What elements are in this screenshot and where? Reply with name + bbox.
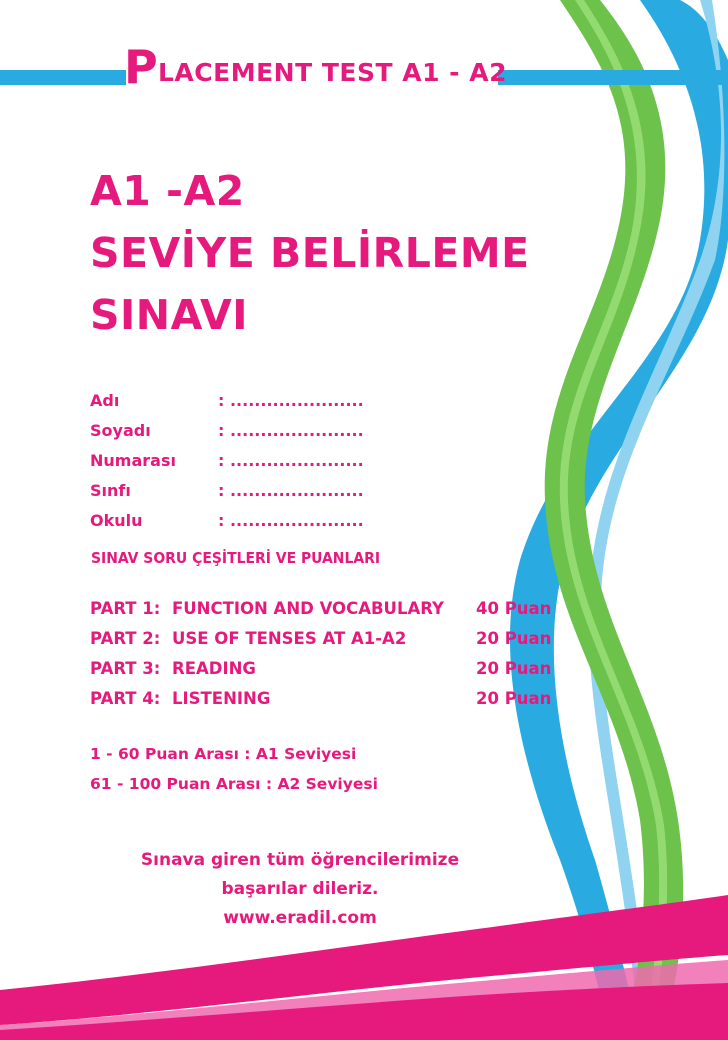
part-row (90, 594, 570, 624)
form-label: Soyadı (90, 421, 151, 440)
form-row-class (90, 476, 364, 506)
form-blank: : ...................... (218, 421, 364, 440)
form-row-name (90, 386, 364, 416)
header-initial: P (124, 40, 158, 94)
part-points: 20 Puan (476, 689, 552, 708)
part-row (90, 624, 570, 654)
part-points: 20 Puan (476, 629, 552, 648)
form-blank: : ...................... (218, 511, 364, 530)
part-name: READING (172, 659, 256, 678)
title-line-3: SINAVI (90, 291, 249, 339)
title-line-2: SEVİYE BELİRLEME (90, 229, 530, 277)
part-number: PART 4: (90, 689, 161, 708)
level-row-a1: 1 - 60 Puan Arası : A1 Seviyesi (90, 745, 357, 763)
part-points: 20 Puan (476, 659, 552, 678)
part-name: FUNCTION AND VOCABULARY (172, 599, 444, 618)
form-label: Sınfı (90, 481, 131, 500)
student-info-form (90, 386, 364, 536)
closing-message (90, 846, 510, 933)
parts-list (90, 594, 570, 714)
part-points: 40 Puan (476, 599, 552, 618)
header-title: LACEMENT TEST A1 - A2 (158, 58, 508, 87)
level-thresholds (90, 739, 378, 799)
part-number: PART 3: (90, 659, 161, 678)
website-link[interactable]: www.eradil.com (223, 908, 377, 928)
level-row-a2: 61 - 100 Puan Arası : A2 Seviyesi (90, 775, 378, 793)
form-label: Numarası (90, 451, 176, 470)
part-row (90, 684, 570, 714)
form-blank: : ...................... (218, 391, 364, 410)
header-band-right (498, 70, 728, 85)
form-row-number (90, 446, 364, 476)
form-label: Okulu (90, 511, 143, 530)
form-row-surname (90, 416, 364, 446)
main-title (90, 160, 530, 346)
closing-line-1: Sınava giren tüm öğrencilerimize (140, 850, 460, 870)
part-name: LISTENING (172, 689, 271, 708)
header-band-left (0, 70, 126, 85)
section-heading: SINAV SORU ÇEŞİTLERİ VE PUANLARI (91, 549, 381, 567)
blue-ribbon (510, 0, 728, 1040)
part-name: USE OF TENSES AT A1-A2 (172, 629, 407, 648)
form-blank: : ...................... (218, 481, 364, 500)
title-line-1: A1 -A2 (90, 167, 245, 215)
part-number: PART 1: (90, 599, 161, 618)
closing-line-2: başarılar dileriz. (221, 879, 379, 899)
part-number: PART 2: (90, 629, 161, 648)
form-blank: : ...................... (218, 451, 364, 470)
form-label: Adı (90, 391, 120, 410)
form-row-school (90, 506, 364, 536)
part-row (90, 654, 570, 684)
